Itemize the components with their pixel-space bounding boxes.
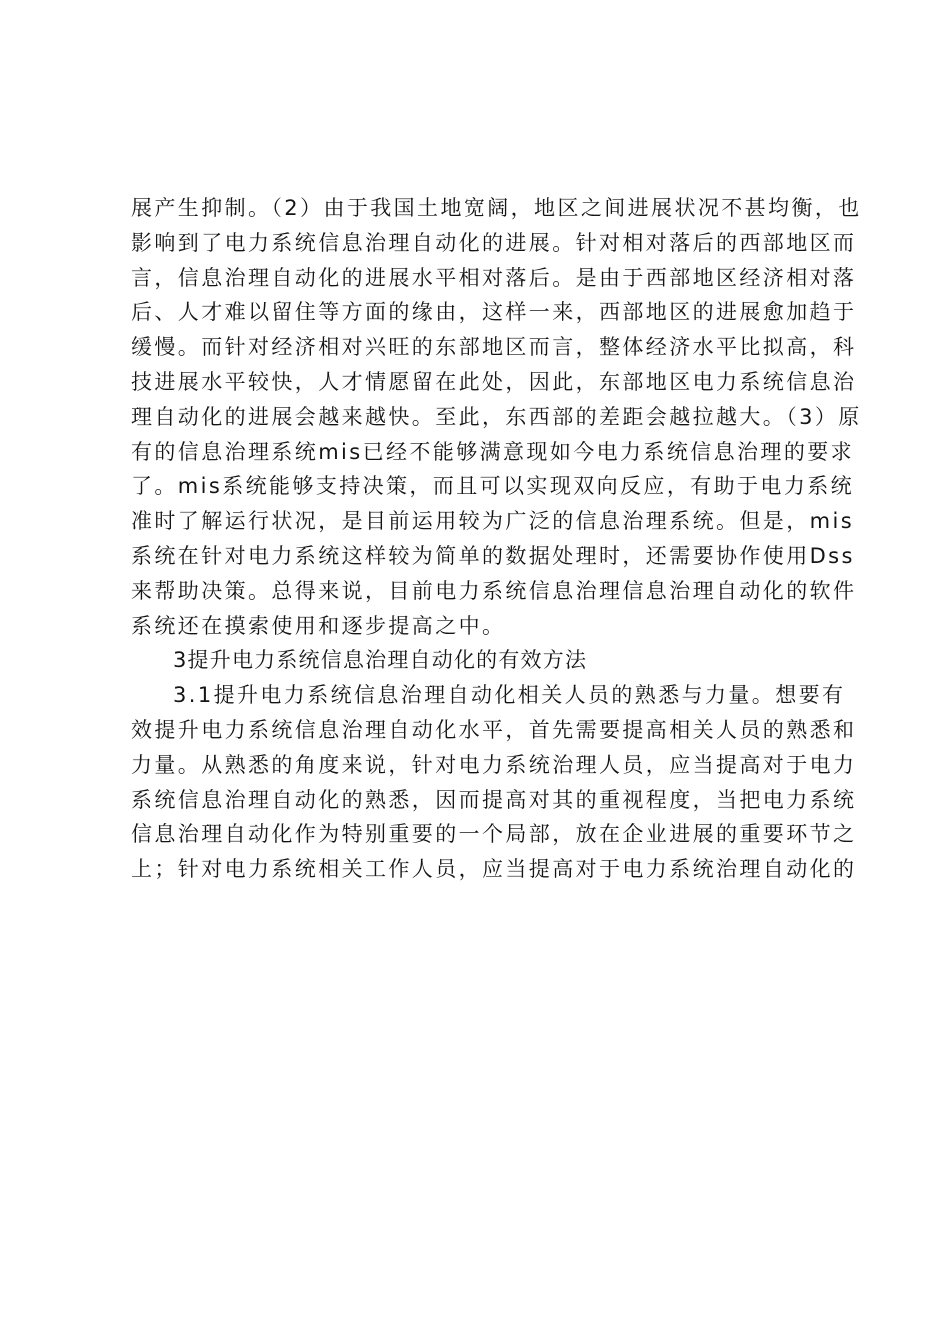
text-line: 准时了解运行状况，是目前运用较为广泛的信息治理系统。但是，mis: [131, 509, 855, 534]
text-line: 效提升电力系统信息治理自动化水平，首先需要提高相关人员的熟悉和: [131, 717, 857, 742]
text-line: 信息治理自动化作为特别重要的一个局部，放在企业进展的重要环节之: [131, 822, 857, 847]
text-line: 言，信息治理自动化的进展水平相对落后。是由于西部地区经济相对落: [131, 265, 857, 290]
text-line: 有的信息治理系统mis已经不能够满意现如今电力系统信息治理的要求: [131, 439, 855, 464]
text-line: 3.1提升电力系统信息治理自动化相关人员的熟悉与力量。想要有: [173, 683, 846, 708]
text-column: [131, 191, 862, 887]
subsection-paragraph: [131, 678, 857, 887]
text-line: 展产生抑制。（2）由于我国土地宽阔，地区之间进展状况不甚均衡，也: [131, 196, 862, 220]
text-line: 上；针对电力系统相关工作人员，应当提高对于电力系统治理自动化的: [131, 857, 857, 882]
text-line: 力量。从熟悉的角度来说，针对电力系统治理人员，应当提高对于电力: [131, 752, 857, 777]
text-line: 影响到了电力系统信息治理自动化的进展。针对相对落后的西部地区而: [131, 230, 857, 255]
text-line: 理自动化的进展会越来越快。至此，东西部的差距会越拉越大。（3）原: [131, 404, 862, 429]
text-line: 技进展水平较快，人才情愿留在此处，因此，东部地区电力系统信息治: [131, 369, 857, 394]
paragraph-continuation: [131, 191, 862, 643]
text-line: 缓慢。而针对经济相对兴旺的东部地区而言，整体经济水平比拟高，科: [131, 335, 857, 360]
section-heading: 3提升电力系统信息治理自动化的有效方法: [173, 648, 588, 673]
text-line: 后、人才难以留住等方面的缘由，这样一来，西部地区的进展愈加趋于: [131, 300, 857, 325]
text-line: 来帮助决策。总得来说，目前电力系统信息治理信息治理自动化的软件: [131, 578, 857, 603]
text-line: 了。mis系统能够支持决策，而且可以实现双向反应，有助于电力系统: [131, 474, 855, 499]
text-line: 系统还在摸索使用和逐步提高之中。: [131, 613, 506, 638]
text-line: 系统信息治理自动化的熟悉，因而提高对其的重视程度，当把电力系统: [131, 787, 857, 812]
text-line: 系统在针对电力系统这样较为简单的数据处理时，还需要协作使用Dss: [131, 543, 855, 568]
